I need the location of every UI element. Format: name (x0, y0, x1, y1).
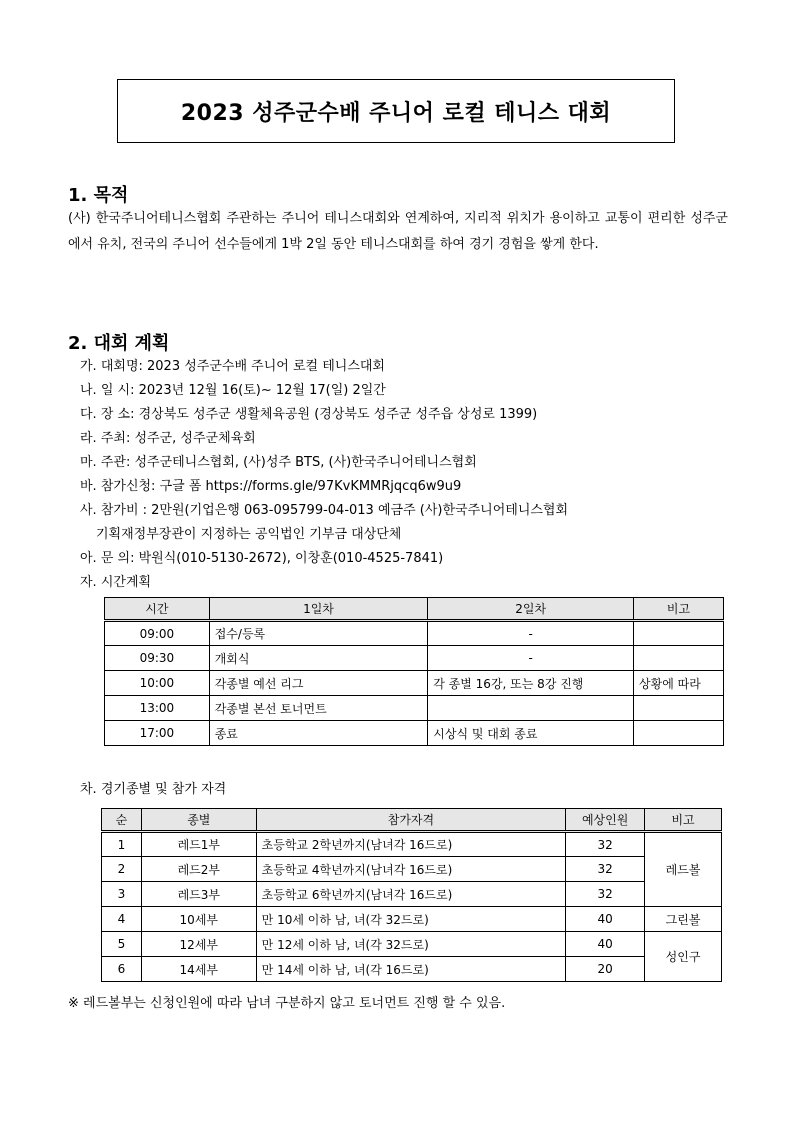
events-header-class: 종별 (141, 809, 256, 832)
schedule-cell (634, 721, 724, 746)
events-cell: 초등학교 4학년까지(남녀각 16드로) (256, 857, 566, 882)
events-cell: 3 (102, 882, 142, 907)
plan-item-organizer: 마. 주관: 성주군테니스협회, (사)성주 BTS, (사)한국주니어테니스협회 (80, 455, 477, 470)
schedule-cell: 각종별 예선 리그 (209, 671, 428, 696)
events-table (101, 808, 722, 982)
plan-list (80, 355, 760, 595)
table-row (102, 957, 722, 982)
events-label: 차. 경기종별 및 참가 자격 (80, 782, 227, 797)
schedule-cell (634, 696, 724, 721)
schedule-cell: 접수/등록 (209, 621, 428, 646)
schedule-cell: 17:00 (105, 721, 210, 746)
plan-item-fee: 사. 참가비 : 2만원(기업은행 063-095799-04-013 예금주 (사)한국주니어테니스협회 (80, 503, 569, 518)
table-row (102, 832, 722, 857)
section-1-heading: 1. 목적 (68, 185, 129, 206)
events-cell: 40 (566, 907, 645, 932)
table-row (105, 646, 724, 671)
plan-item-registration: 바. 참가신청: 구글 폼 https://forms.gle/97KvKMMRjqcq6w9u9 (80, 479, 462, 494)
schedule-header-time: 시간 (105, 598, 210, 621)
events-cell: 12세부 (141, 932, 256, 957)
events-note-greenball: 그린볼 (645, 907, 722, 932)
events-cell: 14세부 (141, 957, 256, 982)
events-cell: 32 (566, 882, 645, 907)
schedule-header-note: 비고 (634, 598, 724, 621)
events-cell: 레드3부 (141, 882, 256, 907)
plan-item-contact: 아. 문 의: 박원식(010-5130-2672), 이창훈(010-4525-7841) (80, 551, 444, 566)
events-cell: 만 12세 이하 남, 녀(각 32드로) (256, 932, 566, 957)
plan-item-venue: 다. 장 소: 경상북도 성주군 생활체육공원 (경상북도 성주군 성주읍 상성로 1399) (80, 407, 538, 422)
schedule-cell: 종료 (209, 721, 428, 746)
events-cell: 4 (102, 907, 142, 932)
section-2-heading: 2. 대회 계획 (68, 333, 170, 354)
events-cell: 5 (102, 932, 142, 957)
events-cell: 만 14세 이하 남, 녀(각 16드로) (256, 957, 566, 982)
table-row (102, 907, 722, 932)
plan-item-schedule-label: 자. 시간계획 (80, 575, 152, 590)
events-cell: 초등학교 2학년까지(남녀각 16드로) (256, 832, 566, 857)
events-cell: 40 (566, 932, 645, 957)
plan-item-date: 나. 일 시: 2023년 12월 16(토)~ 12월 17(일) 2일간 (80, 383, 386, 398)
document-title: 2023 성주군수배 주니어 로컬 테니스 대회 (180, 100, 612, 126)
events-header-eligibility: 참가자격 (256, 809, 566, 832)
events-cell: 20 (566, 957, 645, 982)
schedule-header-day2: 2일차 (428, 598, 634, 621)
schedule-cell (634, 621, 724, 646)
schedule-cell: 상황에 따라 (634, 671, 724, 696)
footnote: ※ 레드볼부는 신청인원에 따라 남녀 구분하지 않고 토너먼트 진행 할 수 있음. (68, 996, 506, 1011)
schedule-cell: - (428, 621, 634, 646)
schedule-cell (428, 696, 634, 721)
schedule-cell: 09:00 (105, 621, 210, 646)
events-note-redball: 레드볼 (645, 832, 722, 907)
schedule-cell (634, 646, 724, 671)
events-header-note: 비고 (645, 809, 722, 832)
events-header-no: 순 (102, 809, 142, 832)
table-row (105, 696, 724, 721)
table-row (102, 882, 722, 907)
schedule-cell: 09:30 (105, 646, 210, 671)
events-cell: 레드1부 (141, 832, 256, 857)
schedule-cell: 각 종별 16강, 또는 8강 진행 (428, 671, 634, 696)
schedule-cell: 13:00 (105, 696, 210, 721)
events-note-adultball: 성인구 (645, 932, 722, 982)
events-cell: 10세부 (141, 907, 256, 932)
table-row (102, 932, 722, 957)
schedule-cell: 시상식 및 대회 종료 (428, 721, 634, 746)
table-row (102, 857, 722, 882)
events-cell: 32 (566, 857, 645, 882)
plan-item-name: 가. 대회명: 2023 성주군수배 주니어 로컬 테니스대회 (80, 359, 385, 374)
schedule-header-day1: 1일차 (209, 598, 428, 621)
section-1-body: (사) 한국주니어테니스협회 주관하는 주니어 테니스대회와 연계하여, 지리적 위치가 용이하고 교통이 편리한 성주군에서 유치, 전국의 주니어 선수들에게 1박 2일 동안 테니스대회를 하여 경기 경험을 쌓게 한다. (68, 211, 728, 252)
title-box (117, 79, 675, 143)
events-cell: 2 (102, 857, 142, 882)
plan-item-fee-note: 기획재정부장관이 지정하는 공익법인 기부금 대상단체 (96, 527, 402, 542)
events-cell: 레드2부 (141, 857, 256, 882)
schedule-cell: 10:00 (105, 671, 210, 696)
table-row (105, 671, 724, 696)
schedule-cell: 개회식 (209, 646, 428, 671)
events-header-expected: 예상인원 (566, 809, 645, 832)
events-cell: 만 10세 이하 남, 녀(각 32드로) (256, 907, 566, 932)
table-row (105, 721, 724, 746)
schedule-cell: - (428, 646, 634, 671)
events-cell: 초등학교 6학년까지(남녀각 16드로) (256, 882, 566, 907)
events-cell: 6 (102, 957, 142, 982)
events-cell: 32 (566, 832, 645, 857)
schedule-table (104, 597, 724, 746)
plan-item-host: 라. 주최: 성주군, 성주군체육회 (80, 431, 256, 446)
events-cell: 1 (102, 832, 142, 857)
schedule-cell: 각종별 본선 토너먼트 (209, 696, 428, 721)
table-row (105, 621, 724, 646)
